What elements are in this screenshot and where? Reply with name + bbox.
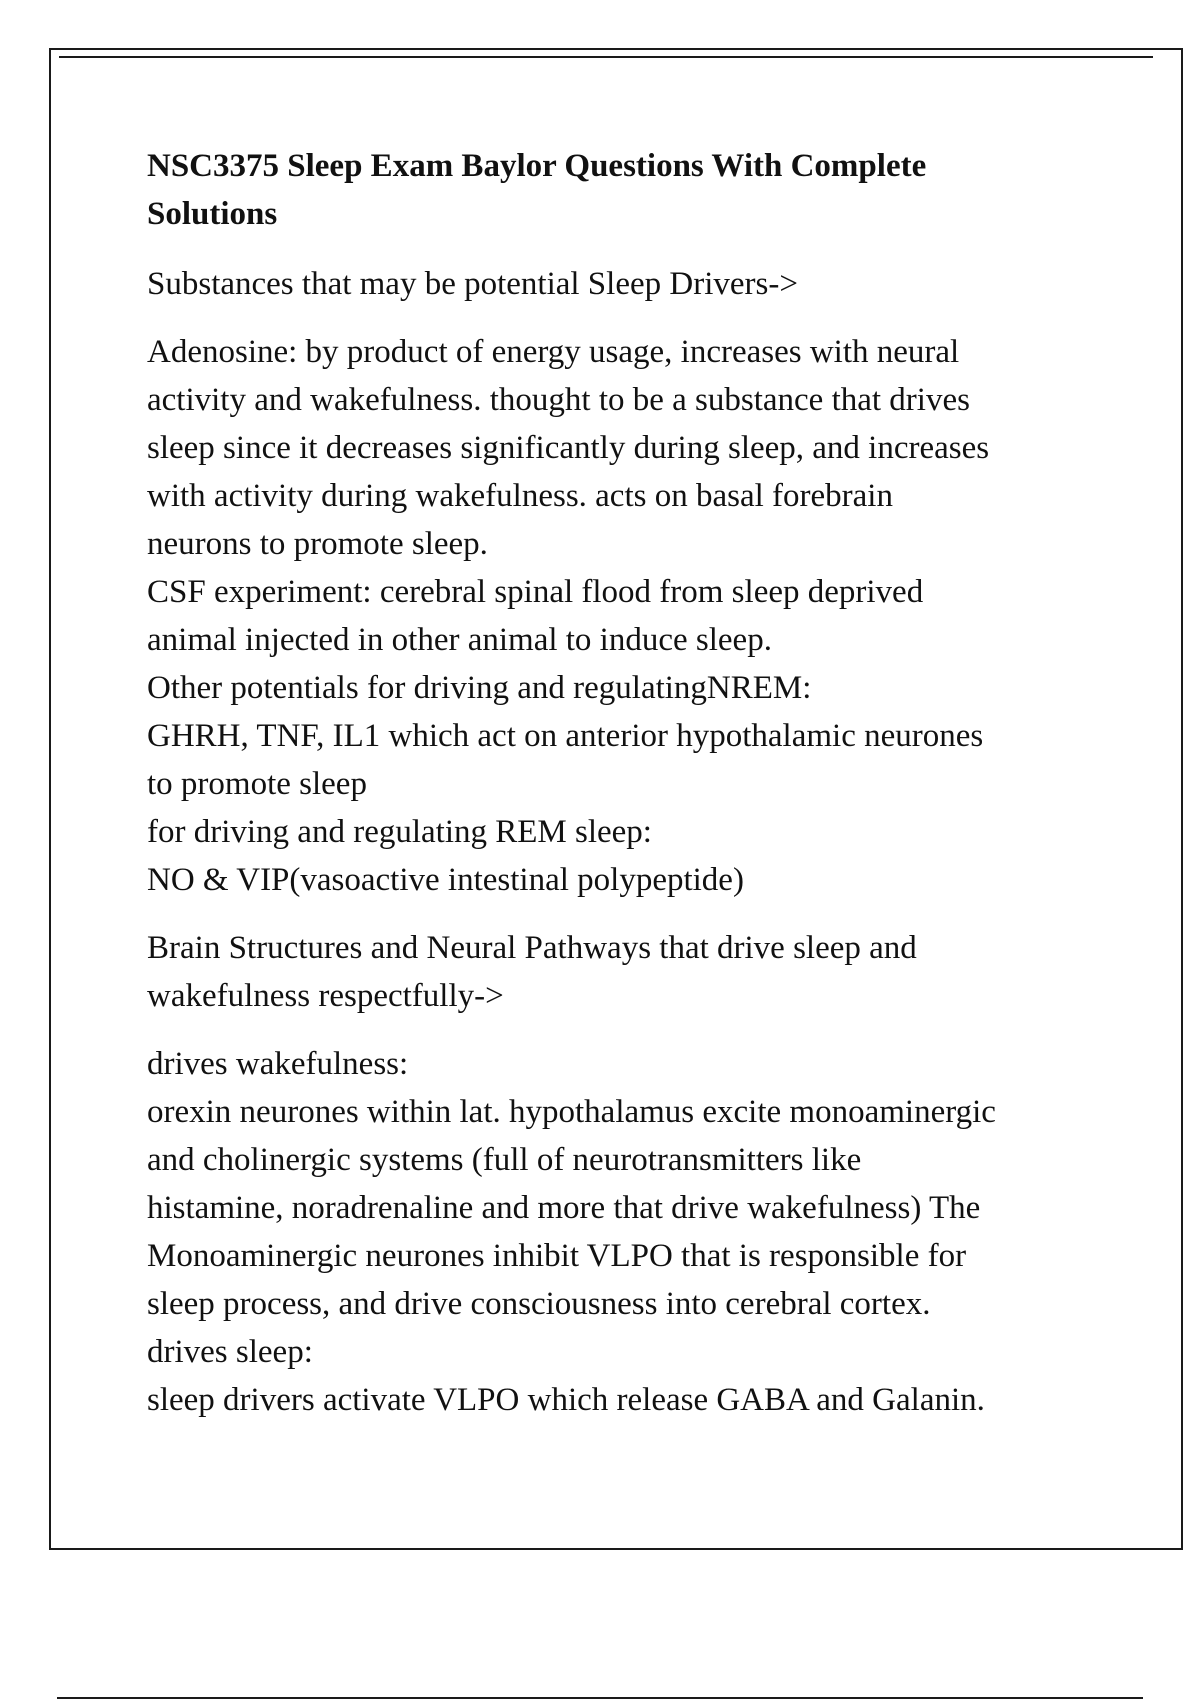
text-line: drives wakefulness: [147,1046,409,1082]
text-line: animal injected in other animal to induce sleep. [147,622,772,658]
text-line: sleep since it decreases significantly during sleep, and increases [147,430,990,466]
paragraph-sleep-drivers-answer [147,328,1137,904]
bottom-rule [57,1697,1143,1699]
document-title: NSC3375 Sleep Exam Baylor Questions With Complete Solutions [147,148,927,232]
text-line: GHRH, TNF, IL1 which act on anterior hypothalamic neurones [147,718,984,754]
top-rule [59,56,1153,58]
text-line: for driving and regulating REM sleep: [147,814,652,850]
text-line: Monoaminergic neurones inhibit VLPO that is responsible for [147,1238,967,1274]
text-line: Adenosine: by product of energy usage, increases with neural [147,334,960,370]
text-line: activity and wakefulness. thought to be a substance that drives [147,382,970,418]
text-line: histamine, noradrenaline and more that drive wakefulness) The [147,1190,981,1226]
text-line: sleep drivers activate VLPO which release GABA and Galanin. [147,1382,985,1418]
text-line: with activity during wakefulness. acts on basal forebrain [147,478,893,514]
text-line: sleep process, and drive consciousness into cerebral cortex. [147,1286,931,1322]
text-line: wakefulness respectfully-> [147,978,504,1014]
text-line: drives sleep: [147,1334,313,1370]
text-line: to promote sleep [147,766,367,802]
text-line: orexin neurones within lat. hypothalamus excite monoaminergic [147,1094,996,1130]
paragraph-brain-structures-answer [147,1040,1137,1424]
text-line: Brain Structures and Neural Pathways that drive sleep and [147,930,917,966]
text-line: NO & VIP(vasoactive intestinal polypeptide) [147,862,744,898]
text-line: Other potentials for driving and regulatingNREM: [147,670,812,706]
text-line: Substances that may be potential Sleep Drivers-> [147,266,798,302]
page-border [49,48,1183,1550]
document-body [147,142,1137,1444]
text-line: CSF experiment: cerebral spinal flood from sleep deprived [147,574,924,610]
text-line: neurons to promote sleep. [147,526,488,562]
paragraph-brain-structures-question [147,924,1137,1020]
text-line: and cholinergic systems (full of neurotransmitters like [147,1142,862,1178]
paragraph-sleep-drivers-question [147,260,1137,308]
